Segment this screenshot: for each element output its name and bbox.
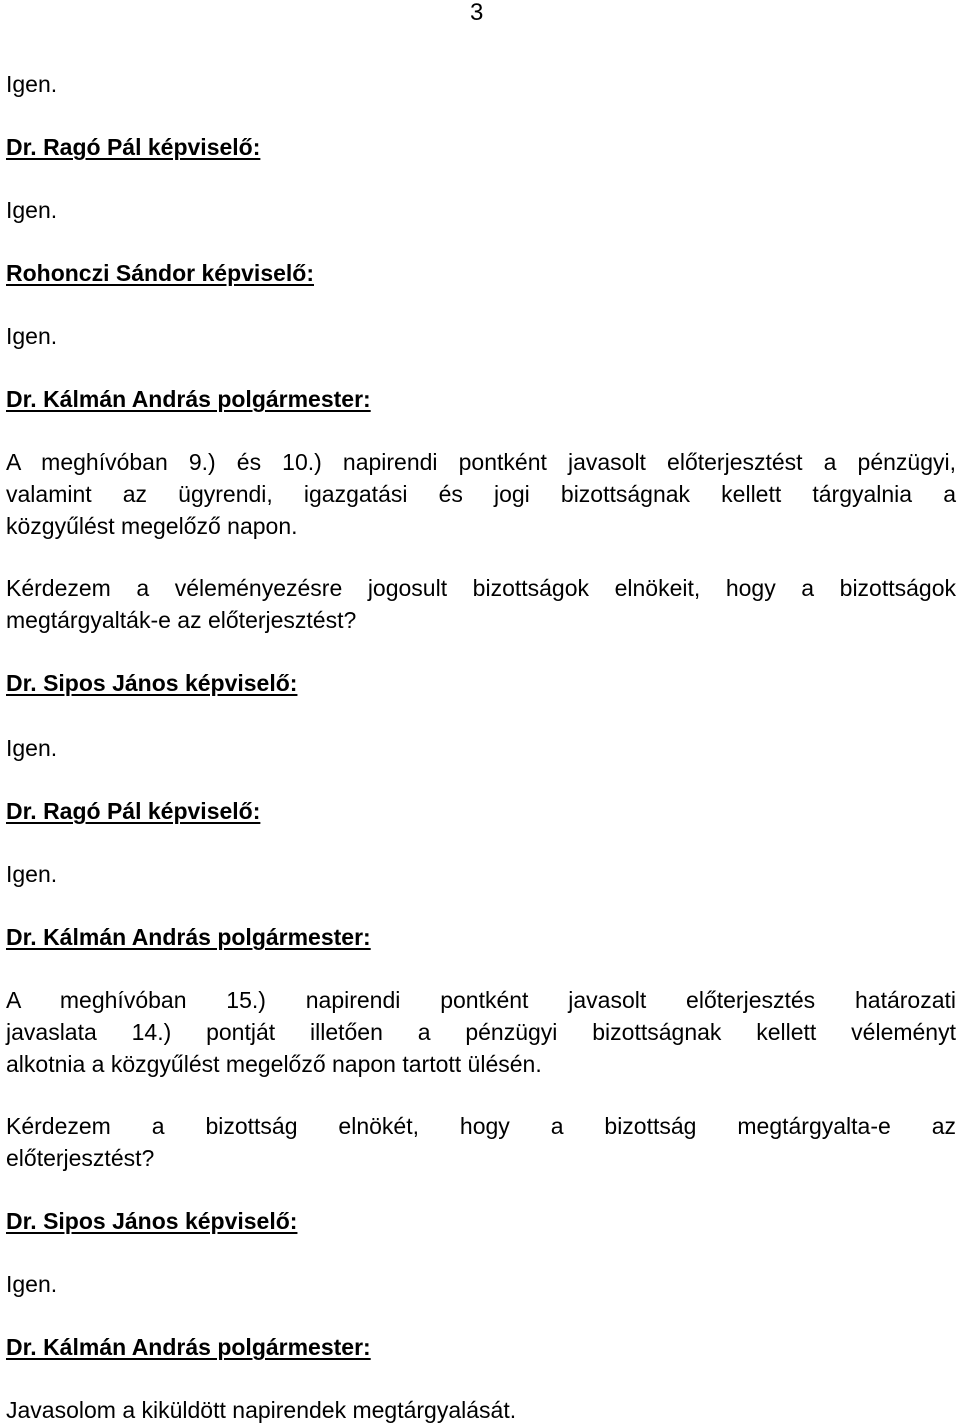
- paragraph-line: Kérdezem a bizottság elnökét, hogy a bizottság megtárgyalta-e az: [6, 1113, 956, 1139]
- speaker-name: Dr. Sipos János képviselő:: [6, 1208, 298, 1234]
- paragraph-line: megtárgyalták-e az előterjesztést?: [6, 607, 357, 633]
- reply-text: Javasolom a kiküldött napirendek megtárgyalását.: [6, 1397, 517, 1423]
- paragraph-line: közgyűlést megelőző napon.: [6, 513, 298, 539]
- reply-text: Igen.: [6, 861, 58, 887]
- speaker-name: Dr. Kálmán András polgármester:: [6, 924, 371, 950]
- paragraph: [6, 1110, 956, 1174]
- paragraph-line: A meghívóban 15.) napirendi pontként javasolt előterjesztés határozati: [6, 987, 956, 1013]
- reply-text: Igen.: [6, 71, 58, 97]
- paragraph: [6, 572, 956, 636]
- paragraph-line: előterjesztést?: [6, 1145, 155, 1171]
- page-number: 3: [470, 0, 484, 26]
- reply-text: Igen.: [6, 735, 58, 761]
- reply-text: Igen.: [6, 197, 58, 223]
- paragraph: [6, 446, 956, 542]
- paragraph-line: A meghívóban 9.) és 10.) napirendi pontként javasolt előterjesztést a pénzügyi,: [6, 449, 956, 475]
- speaker-name: Dr. Sipos János képviselő:: [6, 670, 298, 696]
- speaker-name: Dr. Kálmán András polgármester:: [6, 1334, 371, 1360]
- paragraph-line: Kérdezem a véleményezésre jogosult bizottságok elnökeit, hogy a bizottságok: [6, 575, 956, 601]
- speaker-name: Dr. Kálmán András polgármester:: [6, 386, 371, 412]
- paragraph-line: javaslata 14.) pontját illetően a pénzügyi bizottságnak kellett véleményt: [6, 1019, 956, 1045]
- paragraph-line: valamint az ügyrendi, igazgatási és jogi bizottságnak kellett tárgyalnia a: [6, 481, 956, 507]
- speaker-name: Dr. Ragó Pál képviselő:: [6, 134, 261, 160]
- reply-text: Igen.: [6, 1271, 58, 1297]
- reply-text: Igen.: [6, 323, 58, 349]
- paragraph-line: alkotnia a közgyűlést megelőző napon tartott ülésén.: [6, 1051, 542, 1077]
- paragraph: [6, 984, 956, 1080]
- speaker-name: Rohonczi Sándor képviselő:: [6, 260, 314, 286]
- speaker-name: Dr. Ragó Pál képviselő:: [6, 798, 261, 824]
